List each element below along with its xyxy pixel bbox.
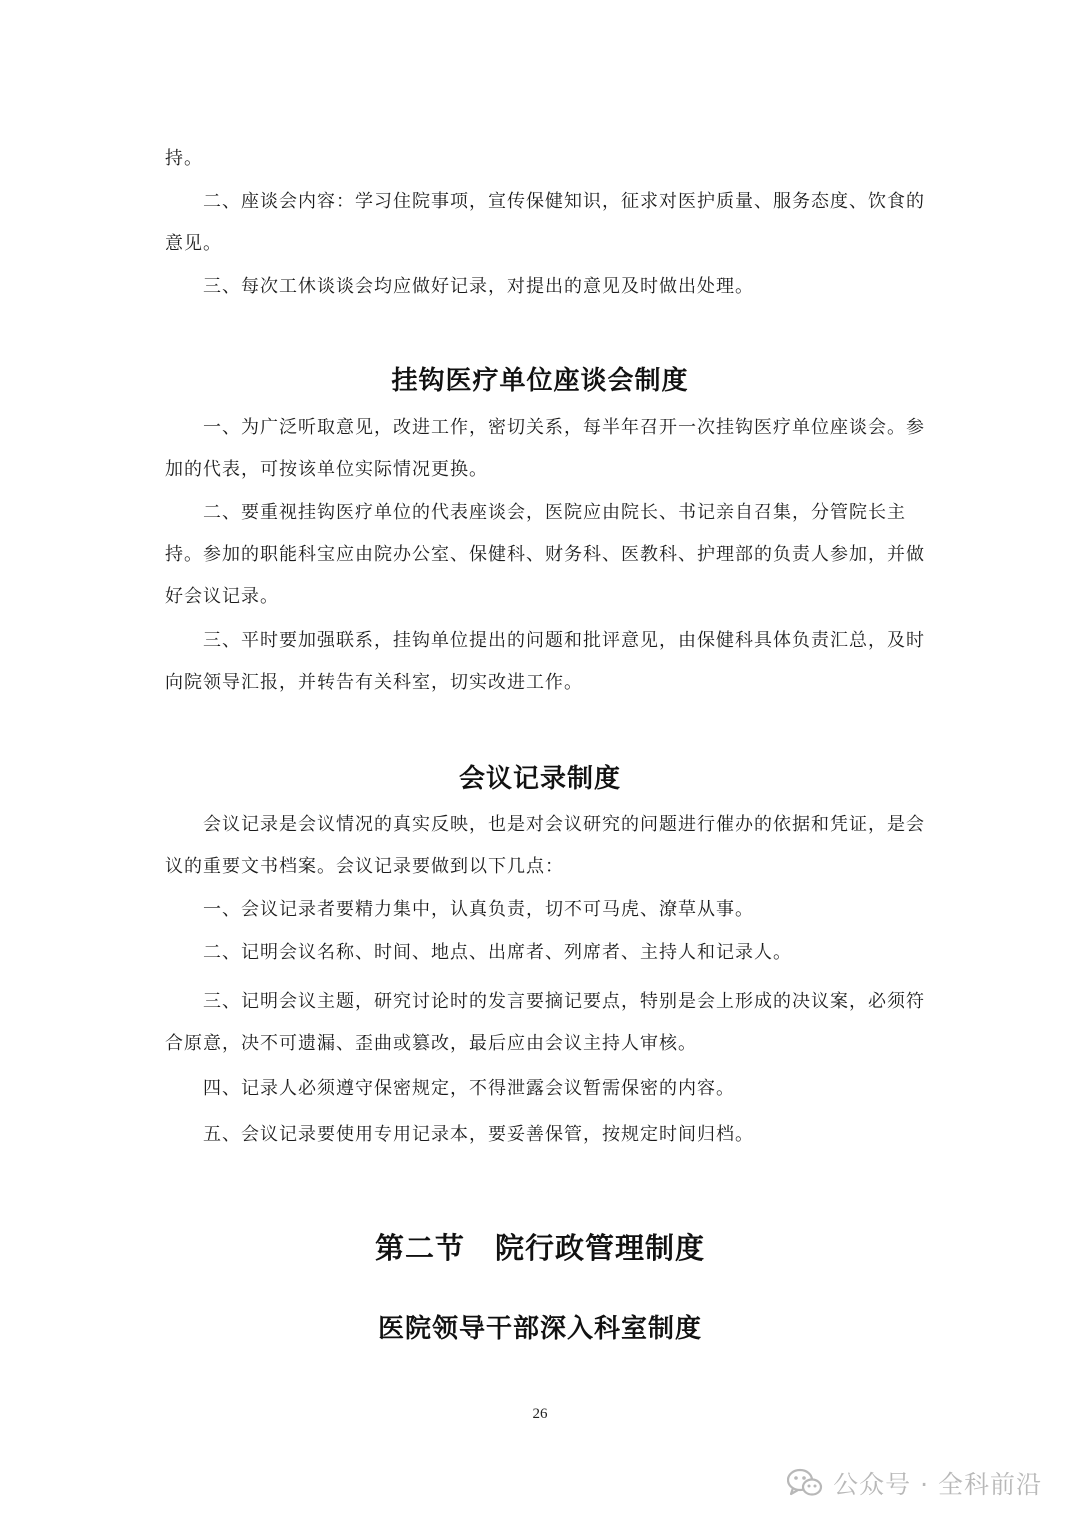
top-fragment: 持。 — [165, 148, 203, 169]
paragraph-s3-6: 五、会议记录要使用专用记录本，要妥善保管，按规定时间归档。 — [203, 1124, 754, 1145]
paragraph-s3-3: 二、记明会议名称、时间、地点、出席者、列席者、主持人和记录人。 — [203, 942, 792, 963]
page-number: 26 — [532, 1406, 548, 1422]
paragraph-s3-4: 三、记明会议主题，研究讨论时的发言要摘记要点，特别是会上形成的决议案，必须符合原意，决不可遗漏、歪曲或篡改，最后应由会议主持人审核。 — [165, 991, 925, 1054]
paragraph-s1-1: 二、座谈会内容：学习住院事项，宣传保健知识，征求对医护质量、服务态度、饮食的意见。 — [165, 191, 925, 254]
chapter-title: 第二节 院行政管理制度 — [374, 1231, 705, 1265]
section-title-leadership: 医院领导干部深入科室制度 — [377, 1314, 702, 1344]
watermark — [787, 1465, 1042, 1501]
paragraph-s3-5: 四、记录人必须遵守保密规定，不得泄露会议暂需保密的内容。 — [203, 1078, 735, 1099]
paragraph-s2-2: 二、要重视挂钩医疗单位的代表座谈会，医院应由院长、书记亲自召集，分管院长主持。参加的职能科宝应由院办公室、保健科、财务科、医教科、护理部的负责人参加，并做好会议记录。 — [165, 502, 925, 607]
paragraph-s2-1: 一、为广泛听取意见，改进工作，密切关系，每半年召开一次挂钩医疗单位座谈会。参加的代表，可按该单位实际情况更换。 — [165, 417, 925, 480]
paragraph-s3-1: 会议记录是会议情况的真实反映，也是对会议研究的问题进行催办的依据和凭证，是会议的重要文书档案。会议记录要做到以下几点： — [165, 814, 925, 877]
paragraph-s3-2: 一、会议记录者要精力集中，认真负责，切不可马虎、潦草从事。 — [203, 899, 754, 920]
paragraph-s2-3: 三、平时要加强联系，挂钩单位提出的问题和批评意见，由保健科具体负责汇总，及时向院领导汇报，并转告有关科室，切实改进工作。 — [165, 630, 925, 693]
wechat-icon — [787, 1468, 823, 1498]
section-title-minutes: 会议记录制度 — [458, 764, 621, 794]
section-title-liaison: 挂钩医疗单位座谈会制度 — [391, 366, 689, 396]
watermark-text: 公众号 · 全科前沿 — [833, 1470, 1042, 1499]
paragraph-s1-2: 三、每次工休谈谈会均应做好记录，对提出的意见及时做出处理。 — [203, 276, 754, 297]
